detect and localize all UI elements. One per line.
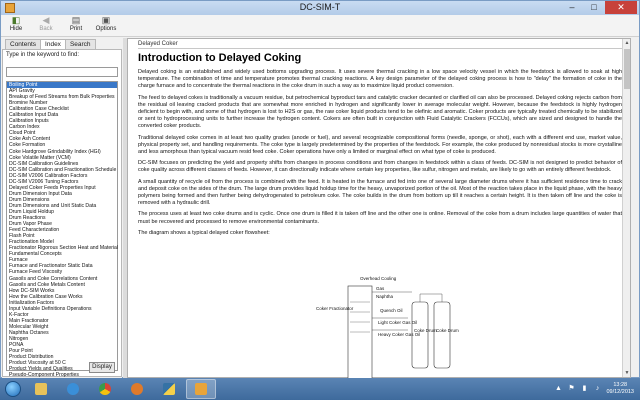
coker-flowsheet-diagram <box>308 272 468 382</box>
list-item[interactable]: Drum Liquid Holdup <box>9 208 55 215</box>
list-item[interactable]: How DC-SIM Works <box>9 287 55 294</box>
printer-icon: ▤ <box>71 15 81 25</box>
list-item[interactable]: Cloud Point <box>9 130 36 137</box>
list-item[interactable]: Breakup of Feed Streams from Bulk Properties <box>9 94 115 101</box>
scroll-up-icon[interactable]: ▲ <box>624 40 630 46</box>
list-item[interactable]: Drum Dimensions and Unit Static Data <box>9 202 97 209</box>
keyword-input[interactable] <box>6 67 118 77</box>
taskbar-python[interactable] <box>154 379 184 399</box>
list-item[interactable]: Fractionation Model <box>9 239 54 246</box>
list-item[interactable]: Calibration Inputs <box>9 118 49 125</box>
keyword-list[interactable] <box>6 81 119 379</box>
hide-icon: ◧ <box>11 15 21 25</box>
list-item[interactable]: DC-SIM Calibration and Fractionation Schedule <box>9 166 117 173</box>
list-item[interactable]: Product Yields and Qualities <box>9 366 73 373</box>
list-item[interactable]: Main Fractionator <box>9 317 49 324</box>
list-item[interactable]: Coke Ash Content <box>9 136 51 143</box>
paragraph: DC-SIM focuses on predicting the yield and property shifts from changes in process conditions and from changes in feedstock within a class of feeds. DC-SIM is not designed to predict behavior of coke quality across different classes of feeds. However, it can directionally indicate where certain key properties, like sulfur, nitrogen and metals, are likely to go with an entirely different feedstock. <box>138 160 622 174</box>
list-item[interactable]: Naphtha Octanes <box>9 329 49 336</box>
paragraph: A small quantity of recycle oil from the process is combined with the feed. It is heated in the furnace and fed into one of several large diameter drums where it has sufficient residence time to crack and deposit coke on the sides of the drum. The large drum provides liquid holdup time for the heavy, unvaporized portion of the oil. Most of the reaction takes place in the liquid phase, with the heavy polymers being formed and then further being dehydrogenated to petroleum coke. The coke builds in the drum from bottom up till it reaches a certain height. It is then taken off line and the coke is removed with a hydraulic drill. <box>138 178 622 207</box>
navigation-pane <box>2 38 122 378</box>
list-item[interactable]: DC-SIM V2006 Calibration Factors <box>9 172 88 179</box>
list-item[interactable]: DC-SIM Calibration Guidelines <box>9 160 79 167</box>
list-item[interactable]: Pour Point <box>9 348 33 355</box>
title-bar[interactable] <box>1 1 639 15</box>
list-item[interactable]: Furnace Feed Viscosity <box>9 269 63 276</box>
coke-drum-2 <box>434 302 450 368</box>
clock[interactable] <box>606 382 634 396</box>
list-item[interactable]: Gasoils and Coke Correlations Content <box>9 275 98 282</box>
topic-pane <box>127 38 631 378</box>
list-item[interactable]: K-Factor <box>9 311 29 318</box>
list-item[interactable]: PONA <box>9 342 24 349</box>
list-item[interactable]: Nitrogen <box>9 335 29 342</box>
print-label: Print <box>69 26 83 32</box>
taskbar-firefox[interactable] <box>122 379 152 399</box>
list-item[interactable]: Input Variable Definitions Operations <box>9 305 92 312</box>
content-scrollbar[interactable] <box>622 39 630 377</box>
volume-icon[interactable]: ♪ <box>595 385 600 392</box>
list-item[interactable]: Delayed Coker Feeds Properties Input <box>9 184 96 191</box>
paragraph: Delayed coking is an established and widely used bottoms upgrading process. It uses severe thermal cracking in a low space velocity vessel in which the feedstock is allowed to soak at high temperature. The combination of time and temperature promotes thermal cracking reactions. A key design parameter of the delayed coking process is how to "delay" the formation of coke in the charge furnace and to concentrate the thermal reactions in the coke drum in such a way as to maximize liquid product conversion. <box>138 69 622 90</box>
hide-button[interactable] <box>5 15 27 32</box>
list-item[interactable]: Drum Dimensions <box>9 196 50 203</box>
list-item[interactable]: Coke Formation <box>9 142 46 149</box>
list-item[interactable]: Pseudo-Component Properties <box>9 372 79 379</box>
toolbar <box>1 15 639 37</box>
list-item[interactable]: Calibration Input Data <box>9 112 59 119</box>
tab-search[interactable]: Search <box>65 39 96 49</box>
drum2-label: Coke Drum <box>436 328 459 333</box>
tab-index[interactable]: Index <box>40 39 66 49</box>
taskbar-dcsim[interactable] <box>186 379 216 399</box>
paragraph: The diagram shows a typical delayed coker flowsheet: <box>138 229 270 236</box>
list-item[interactable]: Initialization Factors <box>9 299 55 306</box>
list-item[interactable]: Molecular Weight <box>9 323 49 330</box>
flag-icon[interactable]: ⚑ <box>568 385 575 392</box>
taskbar-explorer[interactable] <box>26 379 56 399</box>
options-label: Options <box>95 26 117 32</box>
keyword-label: Type in the keyword to find: <box>6 52 80 58</box>
back-arrow-icon: ◀ <box>42 15 50 25</box>
clock-time: 13:28 <box>613 382 628 388</box>
back-button[interactable] <box>35 15 57 32</box>
back-label: Back <box>39 26 53 32</box>
list-item[interactable]: DC-SIM V2006 Tuning Factors <box>9 178 79 185</box>
paragraph: The feed to delayed cokes is traditionally a vacuum residue, but petrochemical byproduct tars and catalytic cracker decanted or clarified oil can also be processed. Delayed coking rejects carbon from the residual oil leaving cracked products that are somewhat more enriched in hydrogen and significantly lower in average molecular weight. However, because the feedstock is highly hydrogen deficient to begin with, and some of that hydrogen is lost to H2S or gas, the raw coker liquid products tend to be olefinic and aromatic. Coker products are typically treated chemically to be stabilized or sent to hydroprocessing units to further increase the hydrogen content. Cokers are often built in conjunction with Fluid Catalytic Crackers (FCCUs), which are sized and designed to handle the converted coker products. <box>138 94 622 130</box>
hcgo-label: Heavy Coker Gas Oil <box>378 332 421 337</box>
display-button[interactable]: Display <box>89 362 115 373</box>
list-item[interactable]: Boiling Point <box>7 82 117 88</box>
options-button[interactable] <box>95 15 117 32</box>
lcgo-label: Light Coker Gas Oil <box>378 320 418 325</box>
network-icon[interactable]: ▮ <box>582 385 587 392</box>
list-item[interactable]: Product Viscosity at 50 C <box>9 360 66 367</box>
options-icon: ▣ <box>101 15 111 25</box>
taskbar <box>0 378 640 400</box>
system-tray <box>554 382 640 396</box>
maximize-button[interactable]: □ <box>591 2 597 12</box>
list-item[interactable]: Fundamental Concepts <box>9 251 62 258</box>
close-button[interactable]: ✕ <box>605 1 637 14</box>
taskbar-ie[interactable] <box>58 379 88 399</box>
naphtha-label: Naphtha <box>376 294 394 299</box>
quench-label: Quench Oil <box>380 308 403 313</box>
paragraph: The process uses at least two coke drums and is cyclic. Once one drum is filled it is taken off line and the other one is online. Removal of the coke from a drum includes large quantities of water that must be recovered and processed to remove environmental contaminants. <box>138 211 622 225</box>
list-item[interactable]: Calibration Case Checklist <box>9 106 69 113</box>
list-item[interactable]: Furnace and Fractionator Static Data <box>9 263 93 270</box>
page-title: Introduction to Delayed Coking <box>138 52 302 64</box>
minimize-button[interactable]: – <box>569 2 575 12</box>
windows-orb-icon <box>5 381 21 397</box>
start-button[interactable] <box>0 378 26 400</box>
list-item[interactable]: Drum Reactions <box>9 215 46 222</box>
list-item[interactable]: Furnace <box>9 257 28 264</box>
gas-label: Gas <box>376 286 385 291</box>
drum1-label: Coke Drum <box>414 328 437 333</box>
fractionator-label: Coker Fractionator <box>316 306 354 311</box>
list-item[interactable]: Flash Point <box>9 233 35 240</box>
paragraph: Traditional delayed coke comes in at least two quality grades (anode or fuel), and several recognizable compositional forms (needle, sponge, or shot), each with a different end use, market value, physical property set, and handling requirements. The coke type is largely predetermined by the properties of the feedstock. For example, the coke produced by nonresidual stocks is more crystalline and less amorphous than typical vacuum resid feed coke. Coker operations have only a limited or marginal effect on what type of coke is produced. <box>138 134 622 156</box>
scroll-down-icon[interactable]: ▼ <box>624 370 630 376</box>
ie-icon <box>67 383 79 395</box>
taskbar-chrome[interactable] <box>90 379 120 399</box>
hide-label: Hide <box>9 26 23 32</box>
overhead-label: Overhead Cooling <box>360 276 397 281</box>
clock-date: 09/12/2013 <box>606 389 634 395</box>
chevron-up-icon[interactable]: ▲ <box>555 385 562 392</box>
window-title: DC-SIM-T <box>299 2 341 12</box>
list-item[interactable]: Coke Hardgrove Grindability Index (HGI) <box>9 148 101 155</box>
folder-icon <box>35 383 47 395</box>
fractionator-column <box>348 286 372 380</box>
list-item[interactable]: Carbon Index <box>9 124 40 131</box>
index-panel <box>2 49 122 377</box>
scroll-thumb[interactable] <box>624 49 630 89</box>
list-item[interactable]: Product Distribution <box>9 354 54 361</box>
list-item[interactable]: Feed Characterization <box>9 227 60 234</box>
list-item[interactable]: Coke Volatile Matter (VCM) <box>9 154 71 161</box>
list-item[interactable]: Gasoils and Coke Metals Content <box>9 281 85 288</box>
print-button[interactable] <box>65 15 87 32</box>
nav-tabs <box>2 39 122 49</box>
python-icon <box>163 383 175 395</box>
list-item[interactable]: How the Calibration Case Works <box>9 293 83 300</box>
list-item[interactable]: Fractionator Rigorous Section Heat and Material <box>9 245 119 252</box>
list-item[interactable]: API Gravity <box>9 88 35 95</box>
chrome-icon <box>99 383 111 395</box>
help-app-icon <box>195 383 207 395</box>
breadcrumb: Delayed Coker <box>138 41 622 49</box>
list-item[interactable]: Drum Vapor Phase <box>9 221 52 228</box>
list-item[interactable]: Bromine Number <box>9 100 48 107</box>
list-item[interactable]: Drum Dimension Input Data <box>9 190 72 197</box>
tab-contents[interactable]: Contents <box>5 39 41 49</box>
firefox-icon <box>131 383 143 395</box>
